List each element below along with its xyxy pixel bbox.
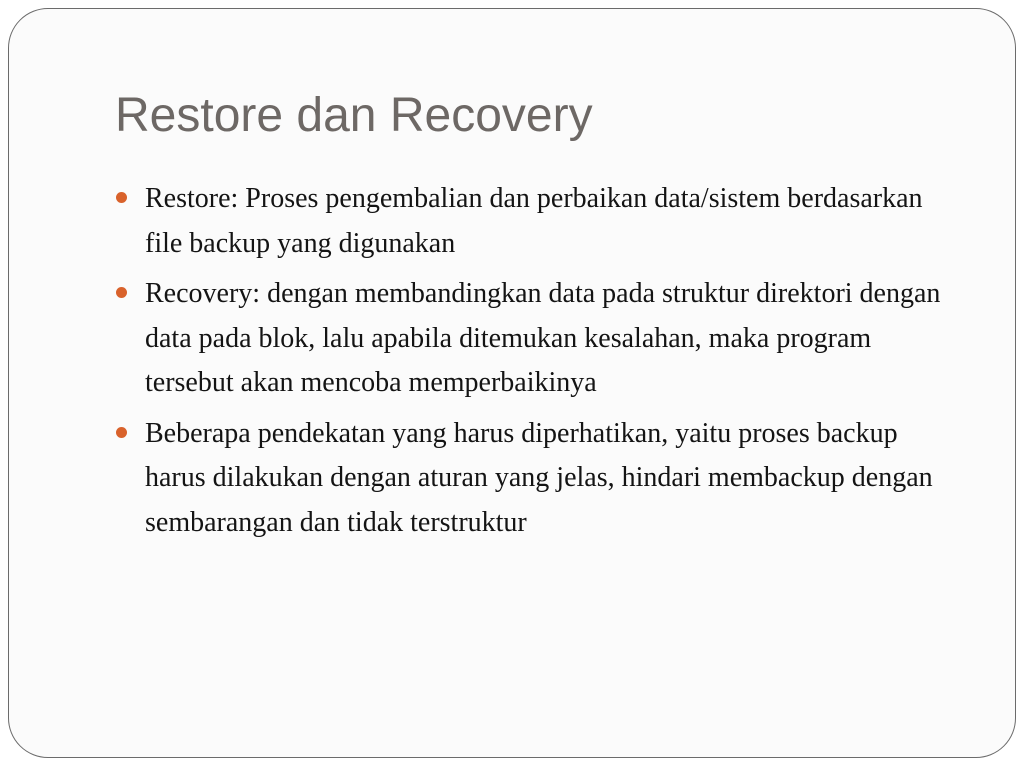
bullet-item (116, 412, 946, 546)
bullet-text: Restore: Proses pengembalian dan perbaikan data/sistem berdasarkan file backup yang digunakan (145, 183, 923, 259)
bullet-item (116, 177, 946, 266)
bullet-item (116, 272, 946, 406)
bullet-text: Beberapa pendekatan yang harus diperhatikan, yaitu proses backup harus dilakukan dengan aturan yang jelas, hindari membackup dengan sembarangan dan tidak terstruktur (145, 417, 933, 538)
bullet-dot-icon (116, 192, 127, 203)
slide (8, 8, 1016, 758)
bullet-dot-icon (116, 427, 127, 438)
bullet-list (116, 177, 946, 551)
bullet-text: Recovery: dengan membandingkan data pada struktur direktori dengan data pada blok, lalu apabila ditemukan kesalahan, maka program tersebut akan mencoba memperbaikinya (145, 278, 941, 398)
bullet-dot-icon (116, 287, 127, 298)
slide-title: Restore dan Recovery (115, 89, 593, 142)
